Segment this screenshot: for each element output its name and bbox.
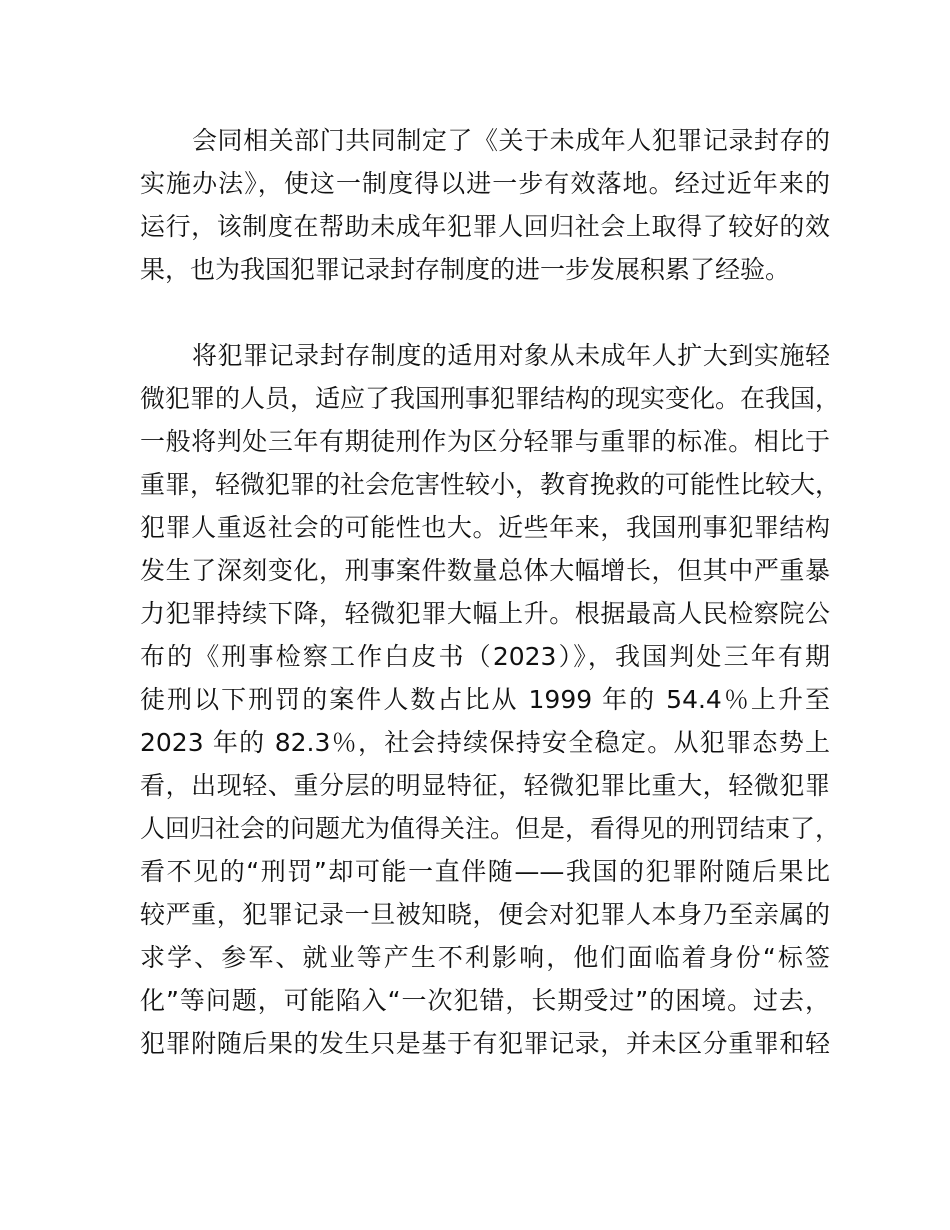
text-line: 看不见的“刑罚”却可能一直伴随——我国的犯罪附随后果比 xyxy=(140,857,830,886)
text-line: 徒刑以下刑罚的案件人数占比从 1999 年的 54.4％上升至 xyxy=(140,685,830,714)
text-line: 犯罪附随后果的发生只是基于有犯罪记录，并未区分重罪和轻 xyxy=(140,1029,830,1058)
text-line: 化”等问题，可能陷入“一次犯错，长期受过”的困境。过去， xyxy=(140,986,830,1015)
text-line: 犯罪人重返社会的可能性也大。近些年来，我国刑事犯罪结构 xyxy=(140,513,830,542)
text-line: 布的《刑事检察工作白皮书（2023）》，我国判处三年有期 xyxy=(140,642,830,671)
document-page xyxy=(140,119,841,1065)
text-line: 求学、参军、就业等产生不利影响，他们面临着身份“标签 xyxy=(140,943,830,972)
text-line: 将犯罪记录封存制度的适用对象从未成年人扩大到实施轻 xyxy=(192,341,830,370)
text-line: 2023 年的 82.3％，社会持续保持安全稳定。从犯罪态势上 xyxy=(140,728,830,757)
paragraph-2 xyxy=(140,334,841,1065)
paragraph-gap xyxy=(140,291,830,334)
text-line: 较严重，犯罪记录一旦被知晓，便会对犯罪人本身乃至亲属的 xyxy=(140,900,830,929)
text-line: 发生了深刻变化，刑事案件数量总体大幅增长，但其中严重暴 xyxy=(140,556,830,585)
text-line: 力犯罪持续下降，轻微犯罪大幅上升。根据最高人民检察院公 xyxy=(140,599,830,628)
paragraph-1 xyxy=(140,119,830,291)
text-line: 实施办法》，使这一制度得以进一步有效落地。经过近年来的 xyxy=(140,169,830,198)
text-line: 一般将判处三年有期徒刑作为区分轻罪与重罪的标准。相比于 xyxy=(140,427,830,456)
text-line: 运行，该制度在帮助未成年犯罪人回归社会上取得了较好的效 xyxy=(140,212,830,241)
text-line: 看，出现轻、重分层的明显特征，轻微犯罪比重大，轻微犯罪 xyxy=(140,771,830,800)
text-line: 人回归社会的问题尤为值得关注。但是，看得见的刑罚结束了， xyxy=(140,814,841,843)
text-line: 重罪，轻微犯罪的社会危害性较小，教育挽救的可能性比较大， xyxy=(140,470,841,499)
text-line: 果，也为我国犯罪记录封存制度的进一步发展积累了经验。 xyxy=(140,255,791,284)
text-line: 会同相关部门共同制定了《关于未成年人犯罪记录封存的 xyxy=(192,126,830,155)
text-line: 微犯罪的人员，适应了我国刑事犯罪结构的现实变化。在我国， xyxy=(140,384,841,413)
